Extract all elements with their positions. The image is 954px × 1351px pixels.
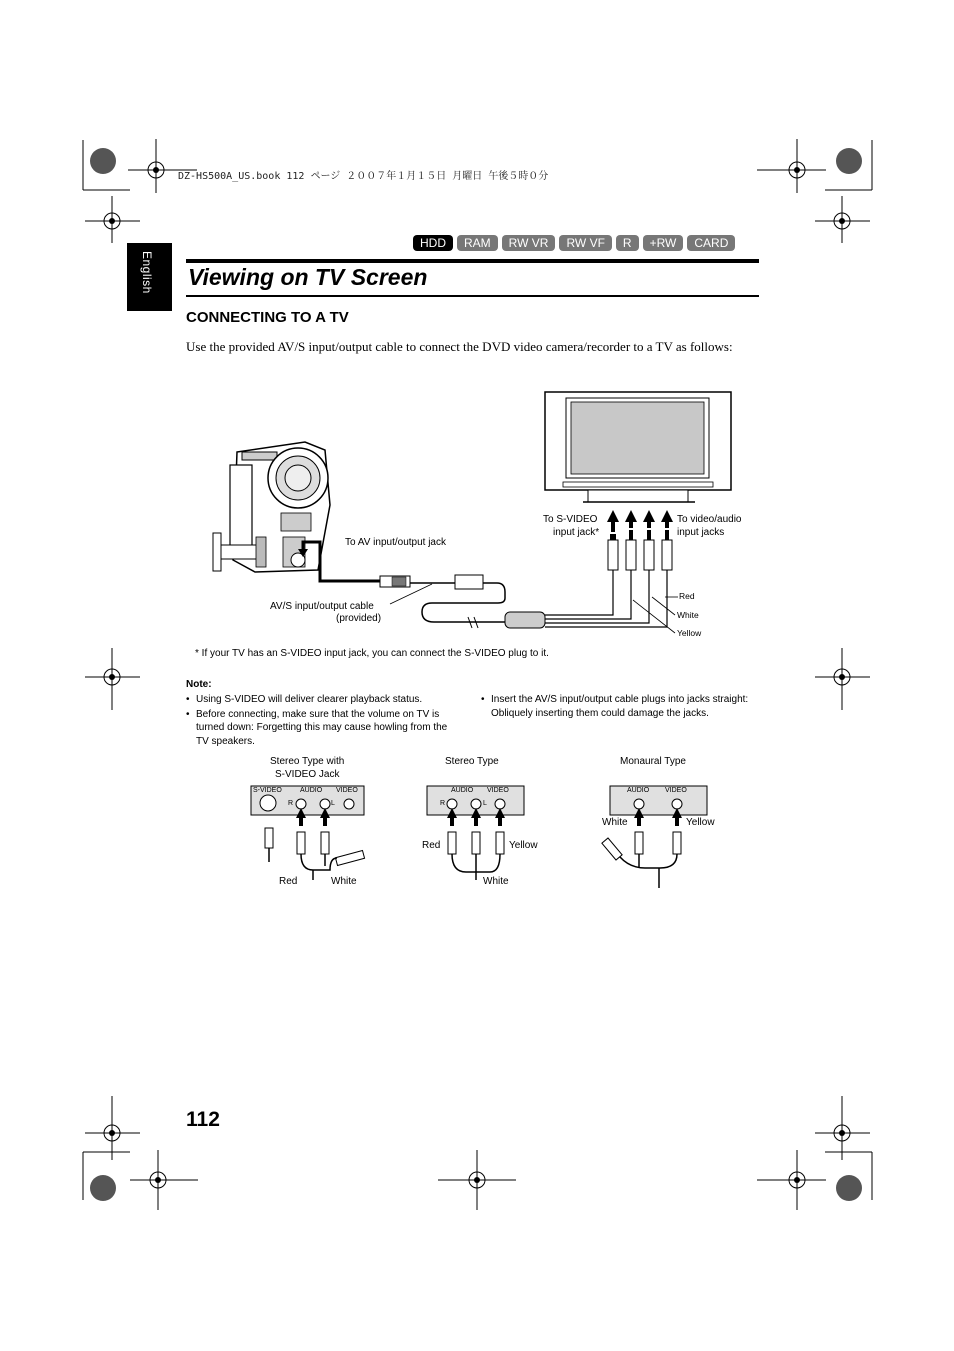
badge-rw-vf: RW VF: [559, 235, 611, 251]
badge-r: R: [616, 235, 639, 251]
to-av-jack-label: To AV input/output jack: [345, 537, 446, 548]
panel3-white-label: White: [602, 817, 628, 828]
panel2-red-label: Red: [422, 840, 441, 851]
white-label: White: [677, 610, 699, 620]
panel2-l-label: L: [483, 800, 487, 807]
section-heading: CONNECTING TO A TV: [186, 309, 349, 326]
panel1-video-label: VIDEO: [336, 787, 358, 794]
panel2-r-label: R: [440, 800, 446, 807]
panel1-svideo-label: S-VIDEO: [253, 787, 282, 794]
footnote: * If your TV has an S-VIDEO input jack, you can connect the S-VIDEO plug to it.: [195, 648, 549, 659]
panel1-white-label: White: [331, 876, 357, 887]
av-jacks-label-2: input jacks: [677, 527, 725, 538]
badge-rw-vr: RW VR: [502, 235, 556, 251]
note-heading: Note:: [186, 679, 212, 690]
panel1-title-1: Stereo Type with: [270, 756, 345, 767]
panel3-video-label: VIDEO: [665, 787, 687, 794]
badge-ram: RAM: [457, 235, 498, 251]
panel2-yellow-label: Yellow: [509, 840, 538, 851]
av-jacks-label-1: To video/audio: [677, 514, 742, 525]
red-label: Red: [679, 591, 695, 601]
cable-label: AV/S input/output cable: [270, 601, 374, 612]
print-header-line: DZ-HS500A_US.book 112 ページ ２００７年１月１５日 月曜日 午後５時０分: [178, 171, 549, 182]
badge-hdd: HDD: [413, 235, 453, 251]
badge-plus-rw: +RW: [643, 235, 684, 251]
svideo-jack-label-1: To S-VIDEO: [543, 514, 598, 525]
note-item: • Before connecting, make sure that the volume on TV is turned down: Forgetting this may cause howling from the TV speakers.: [186, 708, 462, 749]
note-item: • Using S-VIDEO will deliver clearer playback status.: [186, 693, 462, 707]
page-number: 112: [186, 1108, 220, 1131]
intro-paragraph: Use the provided AV/S input/output cable to connect the DVD video camera/recorder to a TV as follows:: [186, 339, 733, 354]
panel1-r-label: R: [288, 800, 294, 807]
note-item: • Insert the AV/S input/output cable plugs into jacks straight: Obliquely inserting them could damage the jacks.: [481, 693, 753, 720]
svideo-jack-label-2: input jack*: [553, 527, 600, 538]
yellow-label: Yellow: [677, 628, 702, 638]
panel2-white-label: White: [483, 876, 509, 887]
panel1-audio-label: AUDIO: [300, 787, 323, 794]
panel2-video-label: VIDEO: [487, 787, 509, 794]
panel1-title-2: S-VIDEO Jack: [275, 769, 340, 780]
language-tab-label: English: [140, 251, 154, 294]
panel3-title: Monaural Type: [620, 756, 686, 767]
panel1-l-label: L: [331, 800, 335, 807]
panel3-audio-label: AUDIO: [627, 787, 650, 794]
page-title: Viewing on TV Screen: [188, 264, 428, 290]
panel1-red-label: Red: [279, 876, 298, 887]
badge-card: CARD: [687, 235, 735, 251]
cable-sub-label: (provided): [336, 613, 382, 624]
panel2-audio-label: AUDIO: [451, 787, 474, 794]
panel2-title: Stereo Type: [445, 756, 499, 767]
panel3-yellow-label: Yellow: [686, 817, 715, 828]
